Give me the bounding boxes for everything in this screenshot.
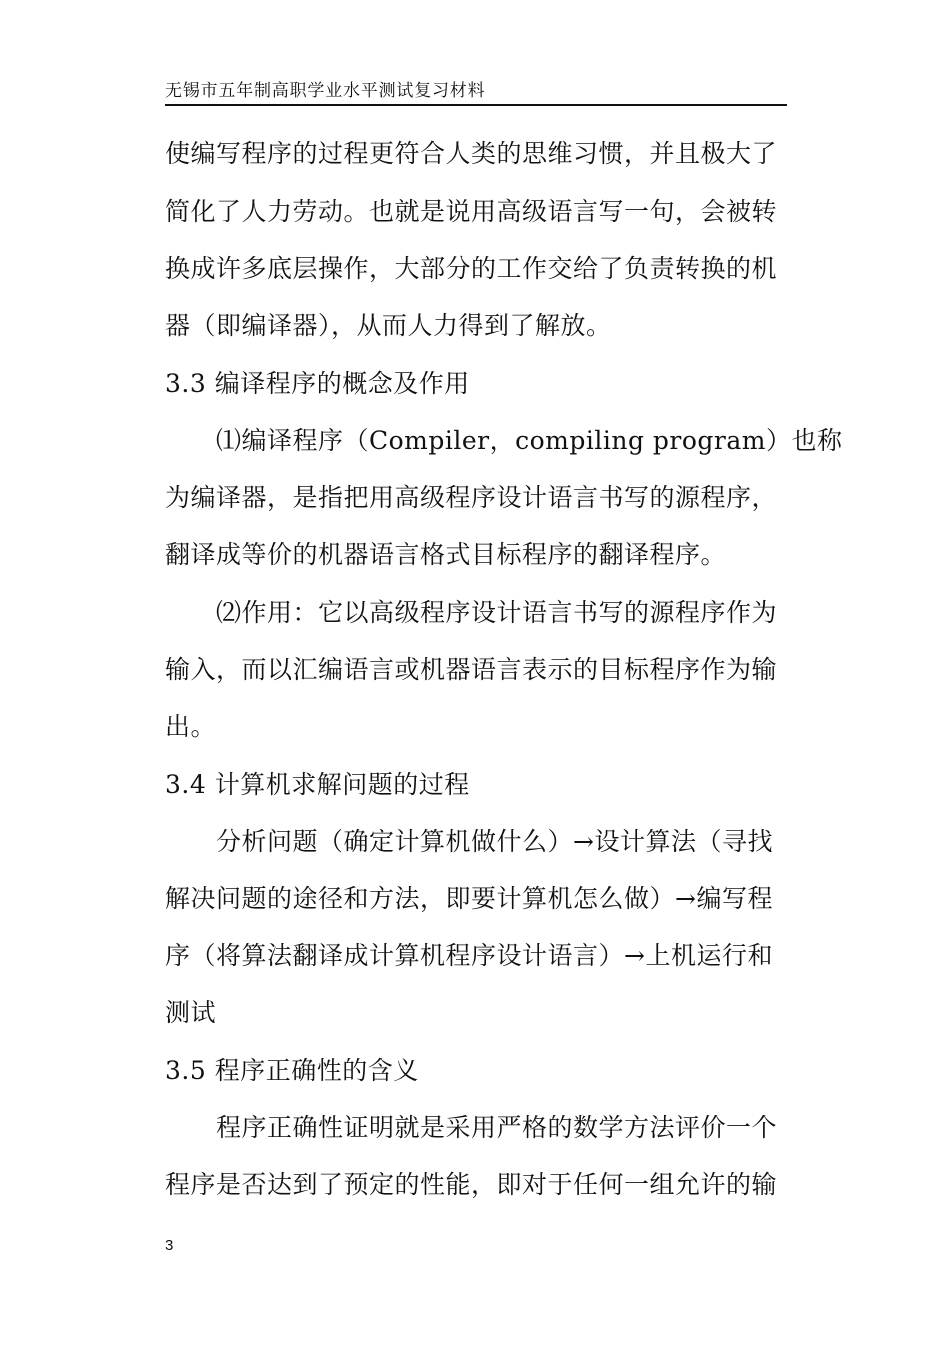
page-number: 3 [165, 1237, 174, 1254]
body-text-line: 程序正确性证明就是采用严格的数学方法评价一个 [216, 1113, 778, 1142]
body-text-line: 序（将算法翻译成计算机程序设计语言）→上机运行和 [165, 941, 773, 970]
header-title: 无锡市五年制高职学业水平测试复习材料 [165, 81, 486, 101]
section-heading: 3.5 程序正确性的含义 [165, 1056, 419, 1085]
body-text-line: 使编写程序的过程更符合人类的思维习惯，并且极大了 [165, 139, 778, 168]
body-text-line: 出。 [165, 712, 217, 741]
body-text-line: 输入，而以汇编语言或机器语言表示的目标程序作为输 [165, 655, 778, 684]
body-text-line: 程序是否达到了预定的性能，即对于任何一组允许的输 [165, 1170, 778, 1199]
body-text-line: 为编译器，是指把用高级程序设计语言书写的源程序， [165, 483, 778, 512]
body-text-line: 翻译成等价的机器语言格式目标程序的翻译程序。 [165, 540, 727, 569]
running-header [165, 76, 787, 106]
section-heading: 3.4 计算机求解问题的过程 [165, 770, 470, 799]
body-text-line: 器（即编译器），从而人力得到了解放。 [165, 311, 612, 340]
section-heading: 3.3 编译程序的概念及作用 [165, 369, 470, 398]
body-text-line: 分析问题（确定计算机做什么）→设计算法（寻找 [216, 827, 773, 856]
body-text-line: ⑴编译程序（Compiler，compiling program）也称 [216, 426, 843, 455]
body-text-line: 测试 [165, 998, 217, 1027]
body-text-line: ⑵作用：它以高级程序设计语言书写的源程序作为 [216, 598, 778, 627]
body-text-line: 解决问题的途径和方法，即要计算机怎么做）→编写程 [165, 884, 773, 913]
body-text-line: 简化了人力劳动。也就是说用高级语言写一句，会被转 [165, 197, 778, 226]
body-text-line: 换成许多底层操作，大部分的工作交给了负责转换的机 [165, 254, 778, 283]
